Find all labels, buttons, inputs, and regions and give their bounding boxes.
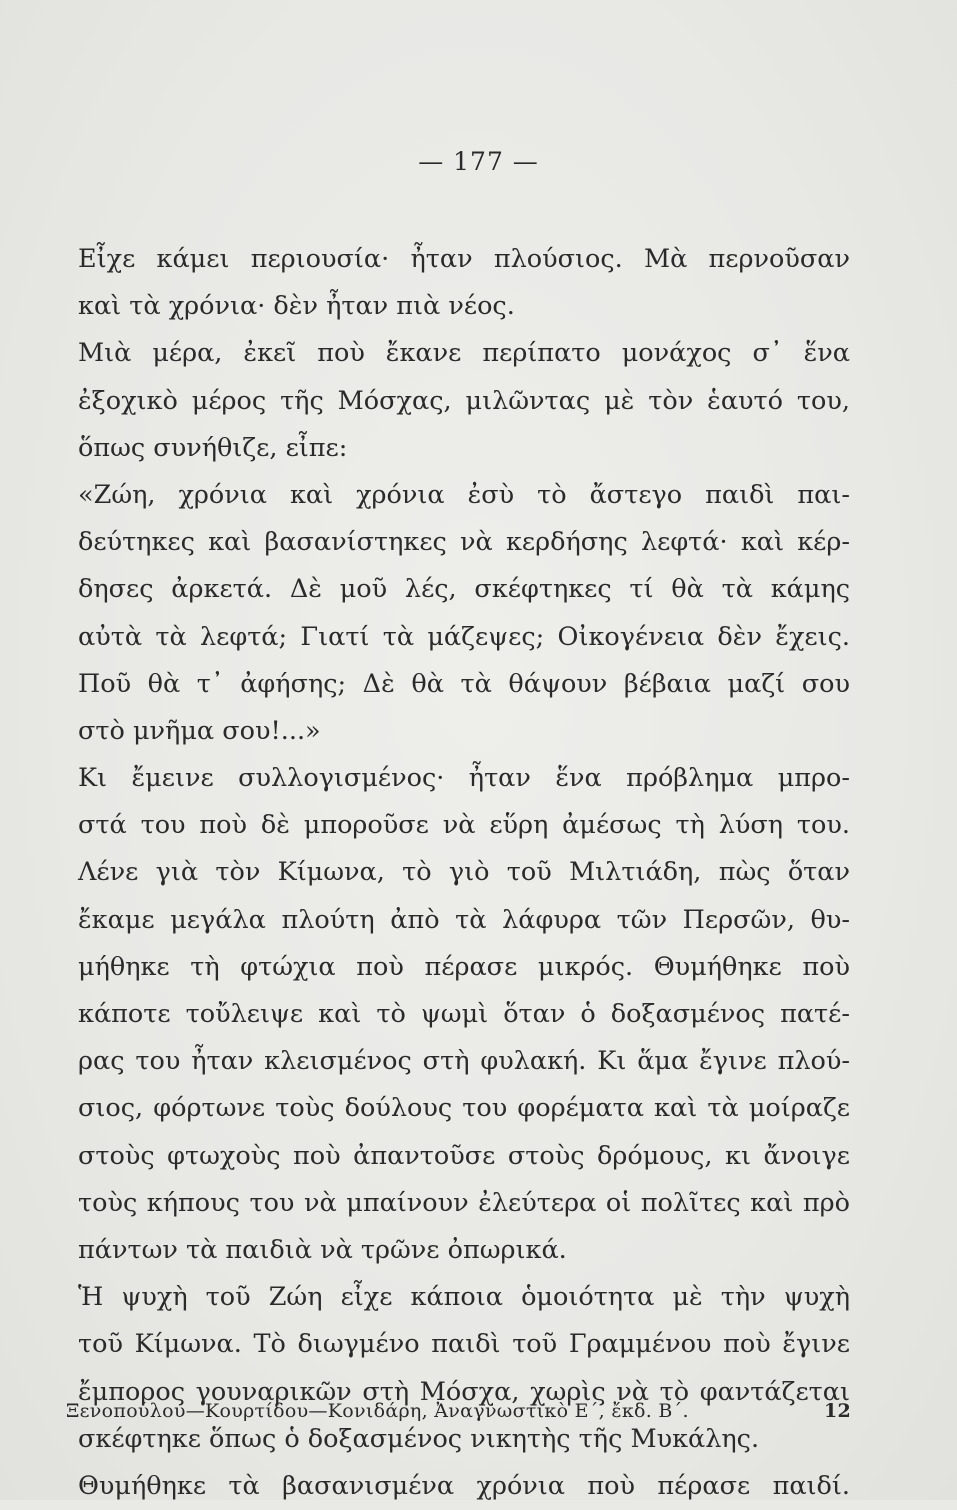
text-line: Κι ἔμεινε συλλογισμένος· ἦταν ἕνα πρόβλημα μπρο- [78,763,850,794]
text-line: ἔμπορος γουναρικῶν στὴ Μόσχα, χωρὶς νὰ τὸ φαντάζεται [78,1376,850,1407]
text-line: δησες ἀρκετά. Δὲ μοῦ λές, σκέφτηκες τί θὰ τὰ κάμης [78,574,850,605]
paragraph [78,755,850,849]
body-text [78,236,850,1510]
text-line: τοῦ Κίμωνα. Τὸ διωγμένο παιδὶ τοῦ Γραμμένου ποὺ ἔγινε [78,1329,850,1360]
text-line: Ποῦ θὰ τ᾽ ἀφήσης; Δὲ θὰ τὰ θάψουν βέβαια μαζί σου [78,668,850,699]
text-line: Ἡ ψυχὴ τοῦ Ζώη εἶχε κάποια ὁμοιότητα μὲ τὴν ψυχὴ [78,1282,850,1313]
text-line: Μιὰ μέρα, ἐκεῖ ποὺ ἔκανε περίπατο μονάχος σ᾽ ἕνα [78,338,850,369]
paragraph [78,236,850,330]
page-footer [66,1400,851,1422]
text-line: Λένε γιὰ τὸν Κίμωνα, τὸ γιὸ τοῦ Μιλτιάδη, πὼς ὅταν [78,857,850,888]
text-line: «Ζώη, χρόνια καὶ χρόνια ἐσὺ τὸ ἄστεγο παιδὶ παι- [78,479,850,510]
paragraph [78,330,850,472]
paragraph [78,849,850,1274]
text-line: μήθηκε τὴ φτώχια ποὺ πέρασε μικρός. Θυμήθηκε ποὺ [78,951,850,982]
paragraph [78,472,850,755]
paragraph [78,1274,850,1463]
text-line: στοὺς φτωχοὺς ποὺ ἀπαντοῦσε στοὺς δρόμους, κι ἄνοιγε [78,1140,850,1171]
footer-citation: Ξενοπούλου—Κουρτίδου—Κονιδάρη, Ἀναγνωστικὸ Ε΄, ἔκδ. Β΄. [66,1400,689,1422]
text-line: κάποτε τοὔλειψε καὶ τὸ ψωμὶ ὅταν ὁ δοξασμένος πατέ- [78,999,850,1029]
text-line: καὶ τὰ χρόνια· δὲν ἦταν πιὰ νέος. [78,291,515,322]
text-line: Εἶχε κάμει περιουσία· ἦταν πλούσιος. Μὰ περνοῦσαν [78,244,850,274]
text-line: τοὺς κήπους του νὰ μπαίνουν ἐλεύτερα οἱ πολῖτες καὶ πρὸ [78,1187,850,1218]
text-line: Θυμήθηκε τὰ βασανισμένα χρόνια ποὺ πέρασε παιδί. [78,1470,850,1501]
text-line: σκέφτηκε ὅπως ὁ δοξασμένος νικητὴς τῆς Μυκάλης. [78,1423,760,1454]
page-number: — 177 — [418,147,539,176]
text-line: στά του ποὺ δὲ μποροῦσε νὰ εὕρη ἀμέσως τὴ λύση του. [78,810,850,841]
text-line: πάντων τὰ παιδιὰ νὰ τρῶνε ὀπωρικά. [78,1234,567,1265]
text-line: αὐτὰ τὰ λεφτά; Γιατί τὰ μάζεψες; Οἰκογένεια δὲν ἔχεις. [78,621,850,652]
text-line: ὅπως συνήθιζε, εἶπε: [78,432,348,463]
text-line: ἐξοχικὸ μέρος τῆς Μόσχας, μιλῶντας μὲ τὸν ἑαυτό του, [78,385,850,416]
sheet-number: 12 [823,1400,851,1422]
text-line: στὸ μνῆμα σου!...» [78,715,321,746]
text-line: σιος, φόρτωνε τοὺς δούλους του φορέματα καὶ τὰ μοίραζε [78,1093,850,1124]
text-line: ἔκαμε μεγάλα πλούτη ἀπὸ τὰ λάφυρα τῶν Περσῶν, θυ- [78,904,850,935]
text-line: δεύτηκες καὶ βασανίστηκες νὰ κερδήσης λεφτά· καὶ κέρ- [78,527,850,558]
paragraph [78,1463,850,1510]
text-line: ρας του ἦταν κλεισμένος στὴ φυλακή. Κι ἅμα ἔγινε πλού- [78,1046,850,1077]
